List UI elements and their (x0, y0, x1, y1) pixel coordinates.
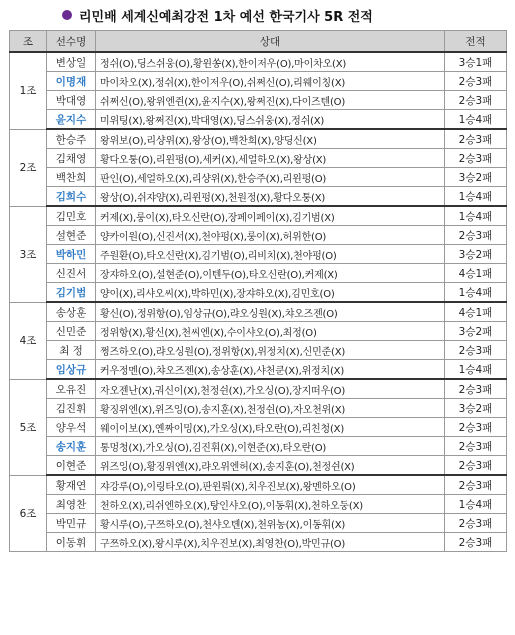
table-row (10, 187, 507, 207)
table-row (10, 399, 507, 418)
record-cell: 4승1패 (445, 302, 507, 322)
opponent-results: 위즈잉(O),황징위엔(X),랴오위엔허(X),송지훈(O),천정쉰(X) (96, 456, 445, 476)
table-row (10, 264, 507, 283)
opponent-results: 커제(X),룽이(X),타오신란(O),장페이페이(X),김기범(X) (96, 206, 445, 226)
player-name: 최영찬 (47, 495, 96, 514)
record-cell: 2승3패 (445, 475, 507, 495)
title-bar (0, 0, 515, 30)
opponent-results: 커우정멘(O),챠오즈젠(X),송상훈(X),샤천쿤(X),위정치(X) (96, 360, 445, 380)
player-name: 김진휘 (47, 399, 96, 418)
player-name: 황재연 (47, 475, 96, 495)
table-row (10, 91, 507, 110)
record-cell: 2승3패 (445, 418, 507, 437)
table-row (10, 226, 507, 245)
table-row (10, 206, 507, 226)
table-row (10, 514, 507, 533)
header-record: 전적 (445, 31, 507, 53)
record-cell: 2승3패 (445, 437, 507, 456)
record-cell: 2승3패 (445, 226, 507, 245)
player-name: 박민규 (47, 514, 96, 533)
player-name: 양우석 (47, 418, 96, 437)
table-row (10, 72, 507, 91)
record-cell: 2승3패 (445, 379, 507, 399)
group-label: 3조 (10, 206, 47, 302)
group-label: 2조 (10, 129, 47, 206)
player-name: 송상훈 (47, 302, 96, 322)
player-name: 윤지수 (47, 110, 96, 130)
player-name: 한승주 (47, 129, 96, 149)
group-label: 1조 (10, 52, 47, 129)
table-row (10, 168, 507, 187)
record-cell: 1승4패 (445, 283, 507, 303)
table-row (10, 379, 507, 399)
record-cell: 1승4패 (445, 110, 507, 130)
record-cell: 3승2패 (445, 168, 507, 187)
table-row (10, 110, 507, 130)
player-name: 최 정 (47, 341, 96, 360)
opponent-results: 왕상(O),쉬쟈양(X),리윈펑(X),천원정(X),황다오퉁(X) (96, 187, 445, 207)
record-cell: 2승3패 (445, 341, 507, 360)
opponent-results: 장쟈하오(O),설현준(O),이텐두(O),타오신란(O),커제(X) (96, 264, 445, 283)
opponent-results: 황시루(O),구쯔하오(O),천샤오톈(X),천위농(X),이동휘(X) (96, 514, 445, 533)
table-row (10, 149, 507, 168)
table-row (10, 52, 507, 72)
opponent-results: 구쯔하오(X),왕시루(X),치우진보(X),최영찬(O),박민규(O) (96, 533, 445, 552)
table-row (10, 475, 507, 495)
opponent-results: 쩡즈하오(O),랴오싱원(O),정위항(X),위정치(X),신민준(X) (96, 341, 445, 360)
record-cell: 2승3패 (445, 129, 507, 149)
table-row (10, 302, 507, 322)
player-name: 박대영 (47, 91, 96, 110)
player-name: 김희수 (47, 187, 96, 207)
opponent-results: 주원환(O),타오신란(X),김기범(O),리비치(X),천야펑(O) (96, 245, 445, 264)
player-name: 이명재 (47, 72, 96, 91)
table-row (10, 437, 507, 456)
player-name: 박하민 (47, 245, 96, 264)
opponent-results: 왕위보(O),리샹위(X),왕상(O),백찬희(X),양딩신(X) (96, 129, 445, 149)
record-cell: 1승4패 (445, 206, 507, 226)
record-cell: 3승2패 (445, 322, 507, 341)
record-cell: 2승3패 (445, 91, 507, 110)
opponent-results: 황징위엔(X),위즈잉(O),송지훈(X),천정쉰(O),자오천위(X) (96, 399, 445, 418)
table-row (10, 456, 507, 476)
player-name: 이동휘 (47, 533, 96, 552)
opponent-results: 쉬쩌신(O),왕위엔쥔(X),윤지수(X),왕쩌진(X),다이즈텐(O) (96, 91, 445, 110)
record-cell: 2승3패 (445, 533, 507, 552)
player-name: 김기범 (47, 283, 96, 303)
header-group: 조 (10, 31, 47, 53)
record-cell: 1승4패 (445, 495, 507, 514)
record-cell: 3승2패 (445, 399, 507, 418)
header-opponents: 상대 (96, 31, 445, 53)
player-name: 변상일 (47, 52, 96, 72)
page-title: 리민배 세계신예최강전 1차 예선 한국기사 5R 전적 (79, 9, 373, 25)
opponent-results: 황다오퉁(O),리윈펑(O),세커(X),세얼하오(X),왕상(X) (96, 149, 445, 168)
table-body (10, 52, 507, 552)
player-name: 임상규 (47, 360, 96, 380)
record-cell: 1승4패 (445, 360, 507, 380)
record-cell: 2승3패 (445, 149, 507, 168)
opponent-results: 정위항(X),황신(X),천씨엔(X),수이샤오(O),최정(O) (96, 322, 445, 341)
table-row (10, 129, 507, 149)
table-row (10, 495, 507, 514)
player-name: 오유진 (47, 379, 96, 399)
opponent-results: 황신(O),정위항(O),임상규(O),랴오싱원(X),챠오즈젠(O) (96, 302, 445, 322)
opponent-results: 마이차오(X),정쉬(X),한이저우(O),쉬쩌신(O),리웨이칭(X) (96, 72, 445, 91)
bullet-icon (62, 10, 72, 20)
player-name: 김채영 (47, 149, 96, 168)
group-label: 5조 (10, 379, 47, 475)
player-name: 송지훈 (47, 437, 96, 456)
player-name: 이현준 (47, 456, 96, 476)
player-name: 백찬희 (47, 168, 96, 187)
player-name: 설현준 (47, 226, 96, 245)
player-name: 신진서 (47, 264, 96, 283)
record-cell: 1승4패 (445, 187, 507, 207)
player-name: 신민준 (47, 322, 96, 341)
header-player: 선수명 (47, 31, 96, 53)
results-table (9, 30, 507, 552)
record-cell: 3승2패 (445, 245, 507, 264)
record-cell: 2승3패 (445, 456, 507, 476)
record-cell: 2승3패 (445, 72, 507, 91)
table-header-row (10, 31, 507, 53)
table-row (10, 245, 507, 264)
group-label: 6조 (10, 475, 47, 552)
record-cell: 2승3패 (445, 514, 507, 533)
table-row (10, 322, 507, 341)
table-row (10, 360, 507, 380)
record-cell: 3승1패 (445, 52, 507, 72)
opponent-results: 자오젠난(X),궈신이(X),천정쉰(X),가오싱(O),장지떠우(O) (96, 379, 445, 399)
table-row (10, 341, 507, 360)
table-row (10, 533, 507, 552)
player-name: 김민호 (47, 206, 96, 226)
opponent-results: 통멍청(X),가오싱(O),김진휘(X),이현준(X),타오란(O) (96, 437, 445, 456)
opponent-results: 양이(X),리샤오씨(X),박하민(X),장쟈하오(X),김민호(O) (96, 283, 445, 303)
table-row (10, 418, 507, 437)
table-row (10, 283, 507, 303)
record-cell: 4승1패 (445, 264, 507, 283)
opponent-results: 정쉬(O),딩스쉬웅(O),황윈쏭(X),한이저우(O),마이차오(X) (96, 52, 445, 72)
opponent-results: 천하오(X),리쉬엔하오(X),탕인샤오(O),이동휘(X),천하오둥(X) (96, 495, 445, 514)
opponent-results: 판인(O),세얼하오(X),리샹위(X),한승주(X),리윈펑(O) (96, 168, 445, 187)
opponent-results: 미위팅(X),왕쩌진(X),박대영(X),딩스쉬웅(X),정쉬(X) (96, 110, 445, 130)
group-label: 4조 (10, 302, 47, 379)
opponent-results: 양카이원(O),신진서(X),천야펑(X),룽이(X),허위한(O) (96, 226, 445, 245)
opponent-results: 쟈강루(O),이링타오(O),판윈뤄(X),치우진보(X),왕멘하오(O) (96, 475, 445, 495)
opponent-results: 웨이이보(X),옌짜이밍(X),가오싱(X),타오란(O),리친청(X) (96, 418, 445, 437)
